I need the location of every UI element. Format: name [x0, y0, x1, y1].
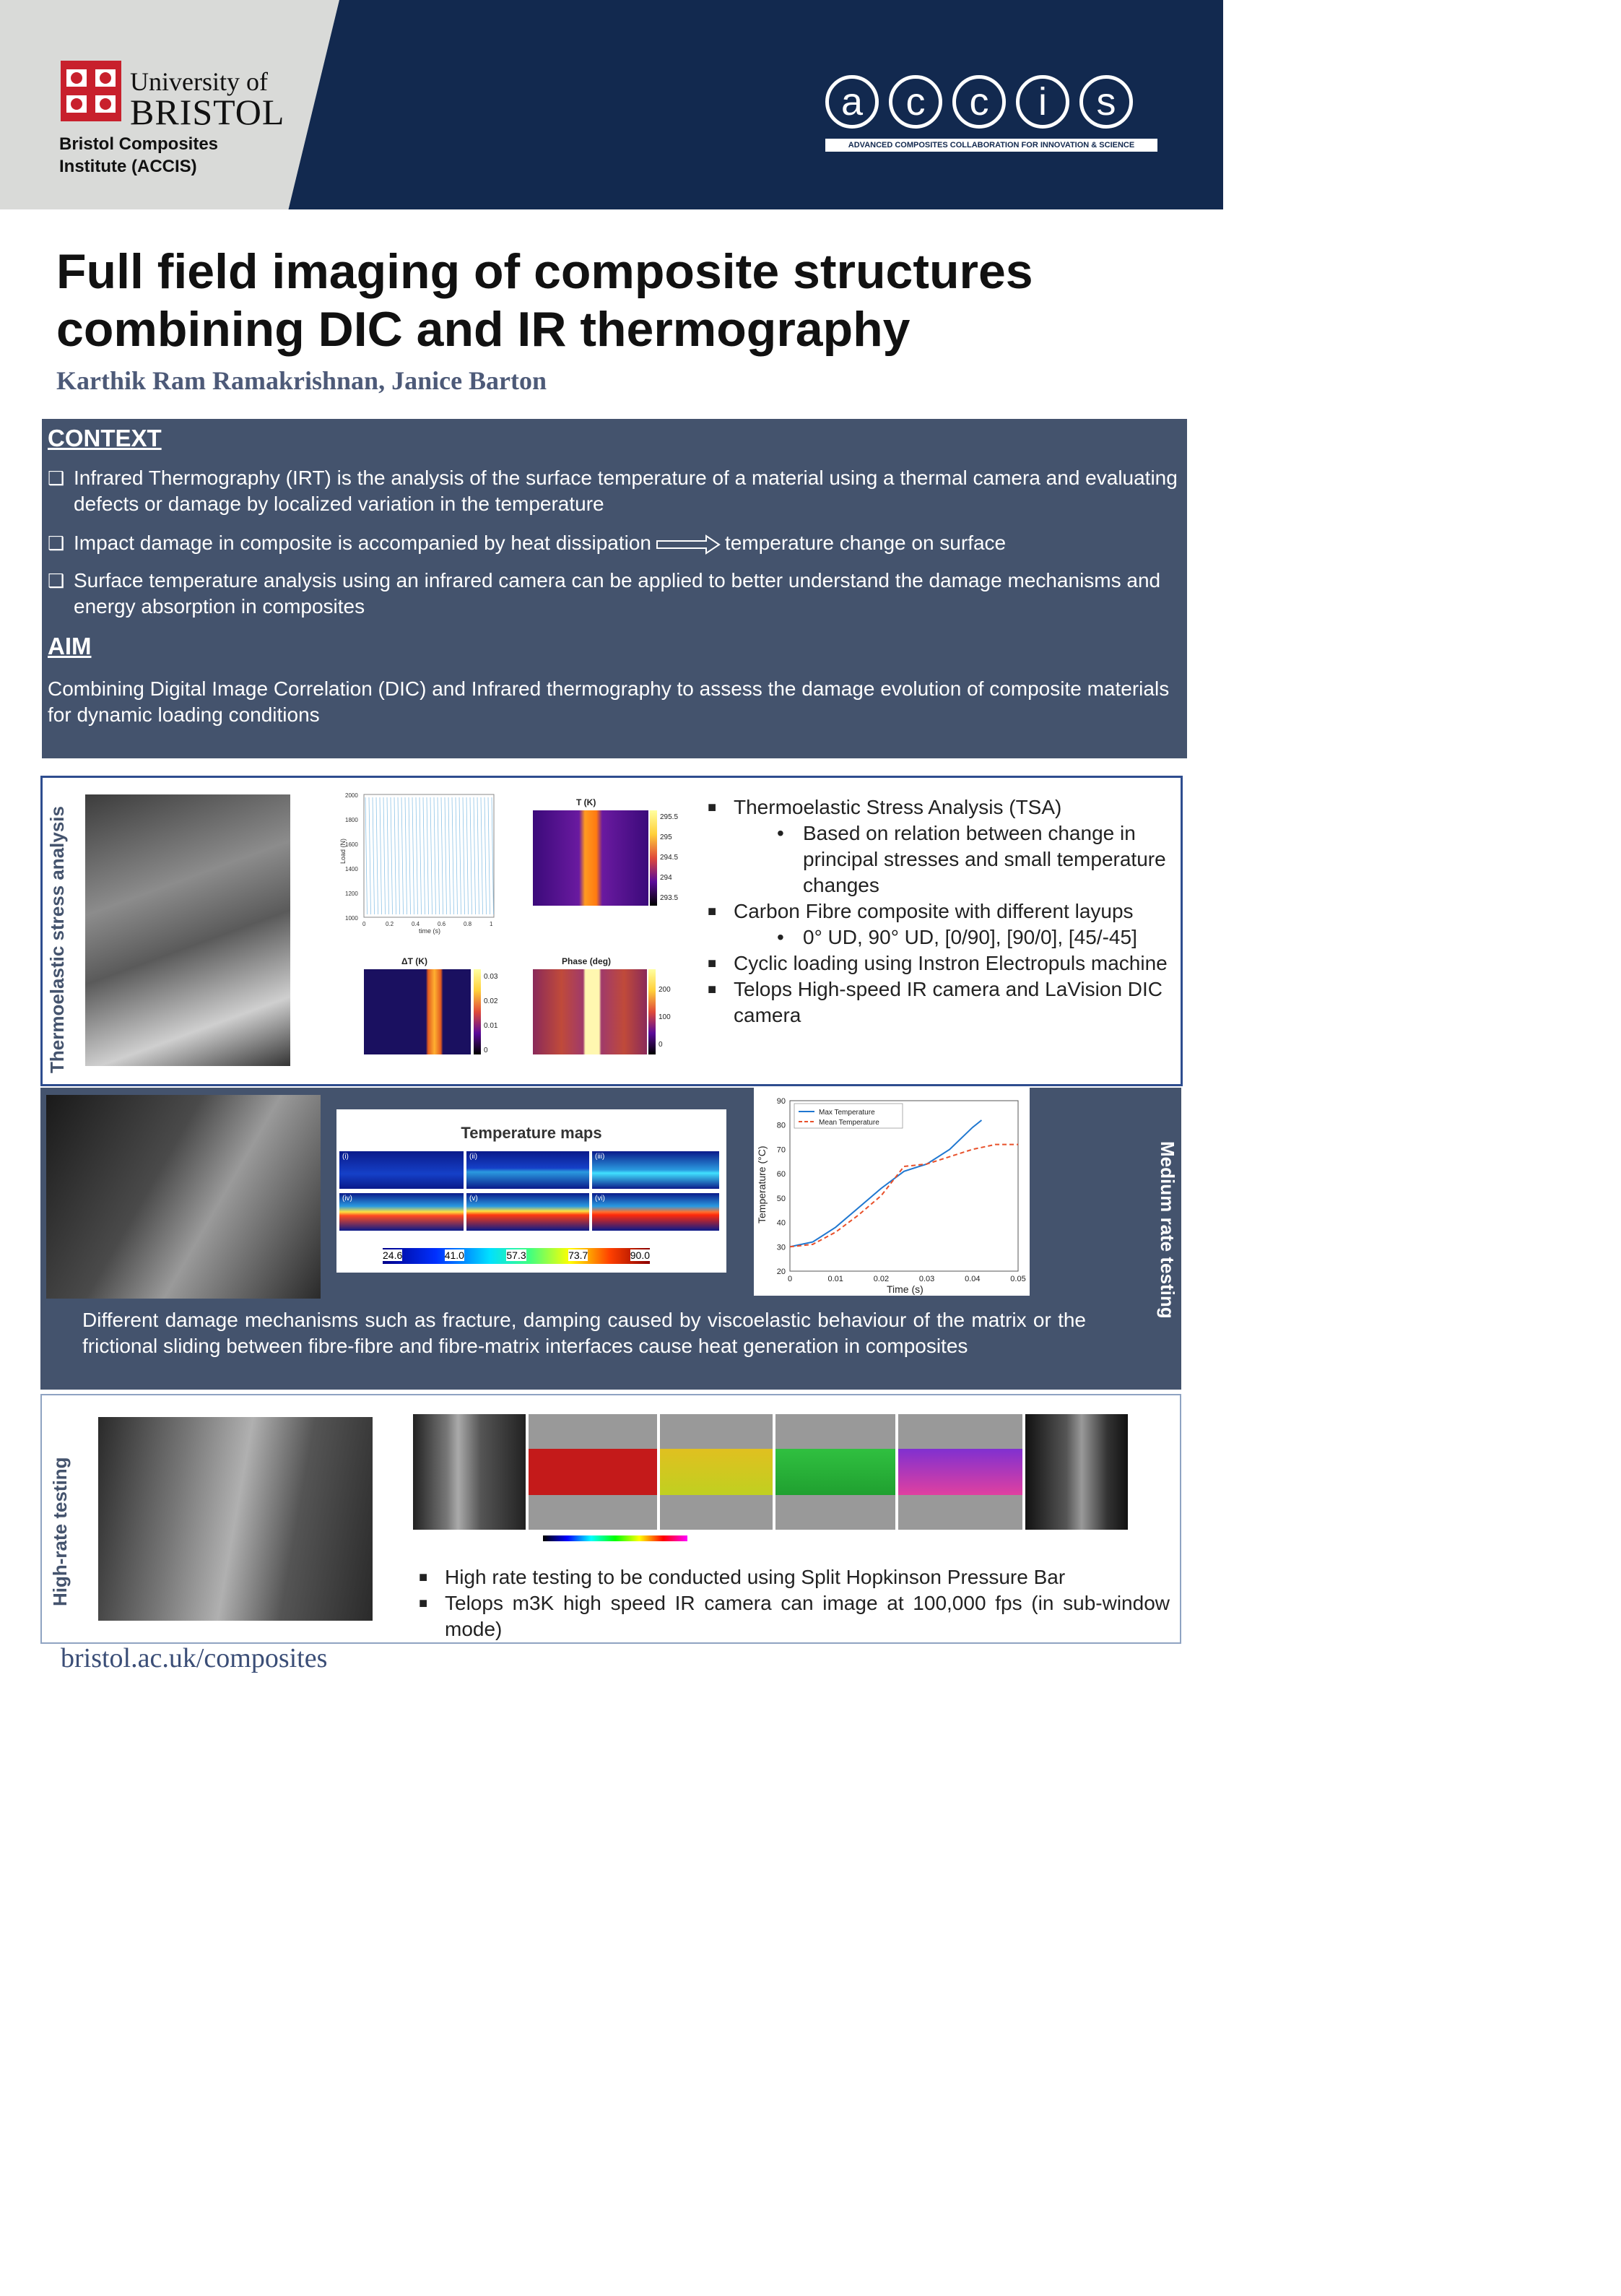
- context-heading: CONTEXT: [48, 425, 162, 451]
- square-bullet-icon: ■: [708, 982, 717, 997]
- dic-image-strip: [413, 1414, 1128, 1530]
- load-time-plot: [338, 790, 498, 935]
- map-label: (vi): [595, 1195, 605, 1203]
- accis-letter: c: [889, 75, 942, 129]
- chart-ytick: 60: [776, 1170, 786, 1179]
- t-map-title: T (K): [576, 797, 596, 807]
- list-item: ■ Cyclic loading using Instron Electropuls machine: [708, 950, 1170, 976]
- bristol-crest-icon: [59, 59, 123, 123]
- high-rate-bullet-list: [419, 1564, 1170, 1642]
- square-bullet-icon: ■: [419, 1569, 428, 1585]
- ytick: 1000: [345, 915, 358, 922]
- temperature-map-tile: [592, 1193, 719, 1231]
- aim-text: Combining Digital Image Correlation (DIC) and Infrared thermography to assess the damage evolution of composite materials for dynamic loading conditions: [48, 677, 1170, 726]
- delta-t-map: [364, 969, 471, 1054]
- square-bullet-icon: ■: [419, 1595, 428, 1611]
- chart-ytick: 30: [776, 1243, 786, 1252]
- temperature-map-tile: [339, 1151, 464, 1189]
- ytick: 1600: [345, 841, 358, 848]
- checkbox-bullet-icon: ❑: [48, 532, 65, 554]
- chart-xtick: 0.05: [1010, 1275, 1026, 1283]
- phase-map: [533, 969, 647, 1054]
- checkbox-bullet-icon: ❑: [48, 570, 65, 592]
- temperature-maps-title: Temperature maps: [461, 1124, 602, 1142]
- dt-map-ticks: 0.03 0.02 0.01 0: [484, 973, 498, 1054]
- xtick: 0.6: [438, 921, 446, 927]
- tsa-bullet-list: [708, 794, 1170, 1028]
- temperature-map-tile: [466, 1193, 589, 1231]
- list-item: ■ Thermoelastic Stress Analysis (TSA): [708, 794, 1170, 820]
- square-bullet-icon: ■: [708, 956, 717, 971]
- chart-legend-label: Max Temperature: [819, 1109, 875, 1117]
- phase-map-ticks: 200 100 0: [659, 986, 671, 1049]
- ir-camera-setup-photo: [46, 1095, 321, 1299]
- map-label: (v): [469, 1195, 478, 1203]
- checkbox-bullet-icon: ❑: [48, 467, 65, 489]
- chart-xtick: 0.04: [965, 1275, 981, 1283]
- ytick: 1400: [345, 866, 358, 872]
- medium-rate-description: Different damage mechanisms such as fracture, damping caused by viscoelastic behaviour of the matrix or the frictional sliding between fibre-fibre and fibre-matrix interfaces cause heat generation in composites: [82, 1309, 1086, 1357]
- t-map-ticks: 295.5 295 294.5 294 293.5: [660, 813, 679, 902]
- chart-xtick: 0.01: [827, 1275, 843, 1283]
- list-item: ■ Carbon Fibre composite with different layups: [708, 898, 1170, 924]
- map-label: (iii): [595, 1153, 605, 1161]
- load-plot-xlabel: time (s): [419, 927, 440, 935]
- chart-ytick: 80: [776, 1121, 786, 1130]
- dic-frame: [529, 1414, 657, 1530]
- chart-xtick: 0.02: [873, 1275, 890, 1283]
- poster-title: Full field imaging of composite structures combining DIC and IR thermography: [56, 244, 1033, 357]
- xtick: 0.8: [464, 921, 472, 927]
- square-bullet-icon: ■: [708, 904, 717, 919]
- accis-letter: a: [825, 75, 879, 129]
- list-item: ■ Telops High-speed IR camera and LaVision DIC camera: [708, 976, 1170, 1028]
- dic-frame: [898, 1414, 1022, 1530]
- dic-frame: [413, 1414, 526, 1530]
- ytick: 1800: [345, 817, 358, 823]
- load-plot-ylabel: Load (N): [339, 838, 347, 864]
- accis-letter: s: [1079, 75, 1133, 129]
- context-bullet: ❑ Impact damage in composite is accompanied by heat dissipation temperature change on surface: [48, 530, 1180, 556]
- test-machine-photo: [85, 794, 290, 1066]
- dot-bullet-icon: •: [777, 822, 784, 844]
- colorbar: [650, 810, 657, 906]
- medium-side-label: Medium rate testing: [1157, 1141, 1178, 1319]
- colorbar: [474, 969, 481, 1054]
- chart-ytick: 70: [776, 1145, 786, 1155]
- phase-map-title: Phase (deg): [562, 956, 612, 966]
- temperature-map-tile: [339, 1193, 464, 1231]
- accis-tagline: ADVANCED COMPOSITES COLLABORATION FOR INNOVATION & SCIENCE: [825, 139, 1157, 152]
- aim-heading: AIM: [48, 633, 92, 659]
- xtick: 0.4: [412, 921, 420, 927]
- list-item: • Based on relation between change in principal stresses and small temperature changes: [708, 820, 1170, 898]
- dic-frame: [660, 1414, 773, 1530]
- dt-map-title: ΔT (K): [401, 956, 427, 966]
- temperature-map-tile: [592, 1151, 719, 1189]
- map-label: (iv): [342, 1195, 352, 1203]
- map-label: (i): [342, 1153, 349, 1161]
- chart-ytick: 50: [776, 1194, 786, 1203]
- shpb-setup-photo: [98, 1417, 373, 1621]
- chart-xlabel: Time (s): [887, 1283, 924, 1295]
- xtick: 0: [362, 921, 366, 927]
- chart-legend-label: Mean Temperature: [819, 1119, 879, 1127]
- university-name-line1: University of: [130, 67, 268, 96]
- accis-logo: [825, 75, 1133, 129]
- context-bullet: ❑ Infrared Thermography (IRT) is the analysis of the surface temperature of a material using a thermal camera and evaluating defects or damage by localized variation in the temperature: [48, 465, 1180, 517]
- map-label: (ii): [469, 1153, 478, 1161]
- dic-frame: [1025, 1414, 1128, 1530]
- colorbar: [648, 969, 656, 1054]
- xtick: 0.2: [386, 921, 394, 927]
- xtick: 1: [490, 921, 493, 927]
- temperature-time-chart: [754, 1086, 1030, 1296]
- authors: Karthik Ram Ramakrishnan, Janice Barton: [56, 366, 547, 395]
- colorbar-ticks: 24.6 41.0 57.3 73.7 90.0: [383, 1249, 650, 1261]
- square-bullet-icon: ■: [708, 800, 717, 815]
- institute-name: Bristol Composites Institute (ACCIS): [59, 134, 219, 176]
- accis-letter: i: [1016, 75, 1069, 129]
- list-item: ■ High rate testing to be conducted using Split Hopkinson Pressure Bar: [419, 1564, 1170, 1590]
- chart-xtick: 0: [787, 1275, 793, 1283]
- temperature-map-tile: [466, 1151, 589, 1189]
- implies-arrow-icon: [656, 534, 721, 555]
- list-item: • 0° UD, 90° UD, [0/90], [90/0], [45/-45]: [708, 924, 1170, 950]
- accis-letter: c: [952, 75, 1006, 129]
- context-panel: [42, 419, 1187, 758]
- chart-ytick: 40: [776, 1218, 786, 1228]
- high-side-label-wrap: [49, 1457, 78, 1808]
- ytick: 2000: [345, 792, 358, 799]
- ytick: 1200: [345, 891, 358, 897]
- university-name-line2: BRISTOL: [130, 92, 285, 132]
- chart-ytick: 90: [776, 1097, 786, 1106]
- medium-side-label-wrap: [1157, 1141, 1186, 1372]
- dot-bullet-icon: •: [777, 926, 784, 948]
- list-item: ■ Telops m3K high speed IR camera can image at 100,000 fps (in sub-window mode): [419, 1590, 1170, 1642]
- chart-ylabel: Temperature (°C): [756, 1145, 768, 1223]
- dic-frame: [775, 1414, 895, 1530]
- chart-xtick: 0.03: [918, 1275, 935, 1283]
- context-bullet: ❑ Surface temperature analysis using an infrared camera can be applied to better understand the damage mechanisms and energy absorption in composites: [48, 568, 1180, 620]
- high-side-label: High-rate testing: [49, 1457, 71, 1606]
- temperature-map: [533, 810, 648, 906]
- tsa-side-label: Thermoelastic stress analysis: [46, 806, 68, 1073]
- dic-colorbar: [543, 1535, 687, 1541]
- chart-ytick: 20: [776, 1268, 786, 1276]
- footer-url[interactable]: bristol.ac.uk/composites: [61, 1643, 328, 1673]
